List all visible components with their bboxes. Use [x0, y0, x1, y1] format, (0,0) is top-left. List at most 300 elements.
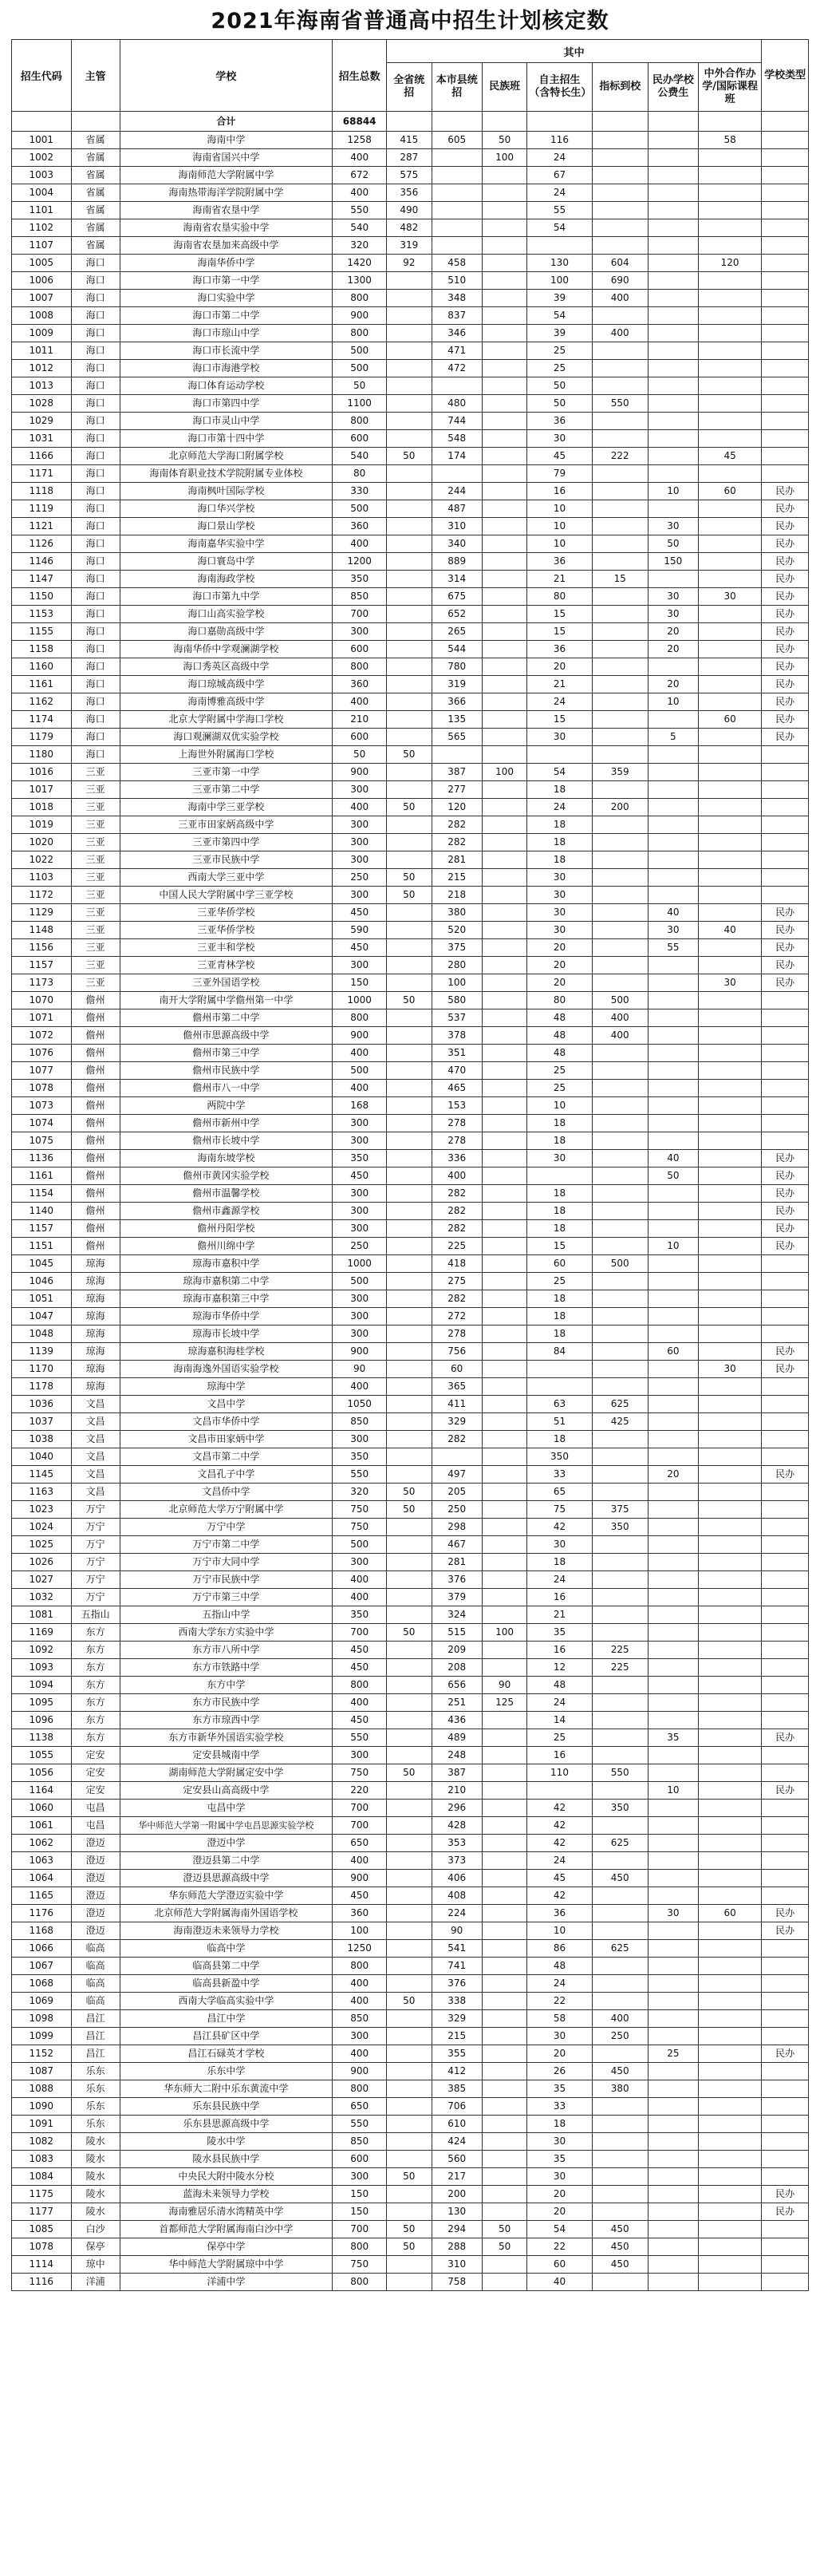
ethnic-cell — [482, 693, 527, 711]
school-cell: 文昌市第二中学 — [120, 1448, 333, 1466]
city-cell: 580 — [432, 992, 482, 1009]
city-cell: 472 — [432, 360, 482, 377]
intl-cell: 45 — [699, 448, 762, 465]
intl-cell — [699, 2168, 762, 2186]
supervisor-cell: 五指山 — [71, 1606, 120, 1624]
private-cell — [648, 2151, 698, 2168]
ethnic-cell — [482, 448, 527, 465]
ethnic-cell — [482, 1747, 527, 1764]
code-cell: 1146 — [12, 553, 72, 571]
ethnic-cell — [482, 1326, 527, 1343]
table-row — [12, 1431, 809, 1448]
intl-cell — [699, 2098, 762, 2116]
type-cell: 民办 — [762, 571, 809, 588]
enrollment-table — [11, 39, 809, 2291]
supervisor-cell: 省属 — [71, 202, 120, 219]
special-cell — [527, 1782, 592, 1800]
private-cell — [648, 325, 698, 342]
supervisor-cell: 三亚 — [71, 974, 120, 992]
quota-cell — [592, 729, 648, 746]
ethnic-cell — [482, 430, 527, 448]
table-row — [12, 2028, 809, 2045]
ethnic-cell — [482, 1729, 527, 1747]
type-cell — [762, 2098, 809, 2116]
province-cell — [387, 1343, 432, 1361]
special-cell: 22 — [527, 2238, 592, 2256]
code-cell: 1007 — [12, 290, 72, 307]
type-cell: 民办 — [762, 518, 809, 535]
private-cell — [648, 1484, 698, 1501]
intl-cell — [699, 2080, 762, 2098]
supervisor-cell: 三亚 — [71, 957, 120, 974]
private-cell — [648, 816, 698, 834]
city-cell: 465 — [432, 1080, 482, 1097]
total-cell: 400 — [333, 2045, 387, 2063]
supervisor-cell: 儋州 — [71, 1220, 120, 1238]
type-cell — [762, 1747, 809, 1764]
intl-cell — [699, 693, 762, 711]
total-cell: 300 — [333, 1220, 387, 1238]
private-cell — [648, 500, 698, 518]
total-cell: 672 — [333, 167, 387, 184]
code-cell: 1037 — [12, 1413, 72, 1431]
city-cell: 548 — [432, 430, 482, 448]
special-cell: 30 — [527, 2028, 592, 2045]
ethnic-cell — [482, 992, 527, 1009]
table-row — [12, 518, 809, 535]
city-cell: 436 — [432, 1712, 482, 1729]
code-cell: 1046 — [12, 1273, 72, 1290]
supervisor-cell: 海口 — [71, 729, 120, 746]
special-cell: 63 — [527, 1396, 592, 1413]
ethnic-cell — [482, 1273, 527, 1290]
supervisor-cell: 儋州 — [71, 1009, 120, 1027]
quota-cell: 450 — [592, 2256, 648, 2274]
province-cell — [387, 588, 432, 606]
school-cell: 乐东县民族中学 — [120, 2098, 333, 2116]
type-cell: 民办 — [762, 535, 809, 553]
quota-cell — [592, 1045, 648, 1062]
city-cell: 741 — [432, 1958, 482, 1975]
city-cell: 200 — [432, 2186, 482, 2203]
intl-cell — [699, 1501, 762, 1519]
table-row — [12, 1413, 809, 1431]
city-cell: 346 — [432, 325, 482, 342]
code-cell: 1008 — [12, 307, 72, 325]
quota-cell — [592, 1290, 648, 1308]
supervisor-cell: 临高 — [71, 1940, 120, 1958]
quota-cell — [592, 641, 648, 658]
province-cell — [387, 1975, 432, 1993]
province-cell — [387, 290, 432, 307]
table-row — [12, 2203, 809, 2221]
code-cell: 1155 — [12, 623, 72, 641]
ethnic-cell — [482, 290, 527, 307]
private-cell: 40 — [648, 1150, 698, 1167]
type-cell: 民办 — [762, 1238, 809, 1255]
private-cell — [648, 1624, 698, 1642]
quota-cell — [592, 237, 648, 255]
private-cell — [648, 377, 698, 395]
special-cell: 15 — [527, 711, 592, 729]
city-cell: 329 — [432, 2010, 482, 2028]
total-cell: 300 — [333, 623, 387, 641]
intl-cell — [699, 887, 762, 904]
quota-cell — [592, 1571, 648, 1589]
supervisor-cell: 东方 — [71, 1624, 120, 1642]
table-row — [12, 1290, 809, 1308]
intl-cell — [699, 781, 762, 799]
intl-cell — [699, 799, 762, 816]
school-cell: 东方市新华外国语实验学校 — [120, 1729, 333, 1747]
private-cell — [648, 448, 698, 465]
special-cell: 58 — [527, 2010, 592, 2028]
city-cell: 411 — [432, 1396, 482, 1413]
school-cell: 上海世外附属海口学校 — [120, 746, 333, 764]
supervisor-cell: 琼海 — [71, 1290, 120, 1308]
total-cell: 600 — [333, 2151, 387, 2168]
ethnic-cell — [482, 851, 527, 869]
type-cell — [762, 1536, 809, 1554]
table-row — [12, 413, 809, 430]
quota-cell — [592, 1817, 648, 1835]
ethnic-cell — [482, 781, 527, 799]
intl-cell — [699, 1993, 762, 2010]
supervisor-cell: 省属 — [71, 167, 120, 184]
province-cell — [387, 623, 432, 641]
supervisor-cell: 三亚 — [71, 799, 120, 816]
province-cell — [387, 2080, 432, 2098]
code-cell: 1081 — [12, 1606, 72, 1624]
code-cell: 1129 — [12, 904, 72, 922]
ethnic-cell — [482, 413, 527, 430]
school-cell: 三亚市第四中学 — [120, 834, 333, 851]
table-row — [12, 816, 809, 834]
city-cell: 215 — [432, 869, 482, 887]
province-cell: 287 — [387, 149, 432, 167]
intl-cell — [699, 1694, 762, 1712]
type-cell — [762, 430, 809, 448]
supervisor-cell: 海口 — [71, 465, 120, 483]
code-cell: 1166 — [12, 448, 72, 465]
total-cell: 400 — [333, 535, 387, 553]
type-cell: 民办 — [762, 957, 809, 974]
school-cell: 海南省农垦实验中学 — [120, 219, 333, 237]
ethnic-cell — [482, 746, 527, 764]
intl-cell — [699, 1800, 762, 1817]
total-cell: 300 — [333, 2028, 387, 2045]
total-cell: 500 — [333, 342, 387, 360]
supervisor-cell: 万宁 — [71, 1501, 120, 1519]
total-cell: 500 — [333, 1062, 387, 1080]
type-cell — [762, 1273, 809, 1290]
code-cell: 1023 — [12, 1501, 72, 1519]
ethnic-cell — [482, 2116, 527, 2133]
quota-cell — [592, 834, 648, 851]
supervisor-cell: 琼海 — [71, 1326, 120, 1343]
type-cell — [762, 325, 809, 342]
city-cell — [432, 746, 482, 764]
private-cell — [648, 764, 698, 781]
code-cell: 1093 — [12, 1659, 72, 1677]
quota-cell — [592, 500, 648, 518]
school-cell: 华中师范大学第一附属中学屯昌思源实验学校 — [120, 1817, 333, 1835]
total-cell-empty — [12, 112, 72, 132]
special-cell: 110 — [527, 1764, 592, 1782]
type-cell — [762, 1589, 809, 1606]
city-cell: 652 — [432, 606, 482, 623]
total-cell: 400 — [333, 799, 387, 816]
school-cell: 儋州市民族中学 — [120, 1062, 333, 1080]
code-cell: 1138 — [12, 1729, 72, 1747]
special-cell: 60 — [527, 1255, 592, 1273]
province-cell — [387, 974, 432, 992]
city-cell: 336 — [432, 1150, 482, 1167]
supervisor-cell: 昌江 — [71, 2010, 120, 2028]
province-cell — [387, 1185, 432, 1203]
school-cell: 西南大学东方实验中学 — [120, 1624, 333, 1642]
school-cell: 琼海市华侨中学 — [120, 1308, 333, 1326]
special-cell: 18 — [527, 1115, 592, 1132]
city-cell: 365 — [432, 1378, 482, 1396]
ethnic-cell — [482, 2168, 527, 2186]
intl-cell — [699, 1536, 762, 1554]
school-cell: 海口观澜湖双优实验学校 — [120, 729, 333, 746]
city-cell: 153 — [432, 1097, 482, 1115]
city-cell: 378 — [432, 1027, 482, 1045]
school-cell: 陵水中学 — [120, 2133, 333, 2151]
city-cell — [432, 237, 482, 255]
city-cell: 458 — [432, 255, 482, 272]
total-cell: 1200 — [333, 553, 387, 571]
code-cell: 1162 — [12, 693, 72, 711]
supervisor-cell: 文昌 — [71, 1431, 120, 1448]
province-cell — [387, 781, 432, 799]
table-row — [12, 1448, 809, 1466]
type-cell: 民办 — [762, 904, 809, 922]
total-cell: 220 — [333, 1782, 387, 1800]
total-cell: 1000 — [333, 992, 387, 1009]
school-cell: 文昌孔子中学 — [120, 1466, 333, 1484]
total-cell: 400 — [333, 1589, 387, 1606]
header-special: 自主招生（含特长生） — [527, 63, 592, 112]
province-cell — [387, 1062, 432, 1080]
supervisor-cell: 陵水 — [71, 2133, 120, 2151]
school-cell: 海南省农垦加来高级中学 — [120, 237, 333, 255]
supervisor-cell: 琼海 — [71, 1343, 120, 1361]
ethnic-cell — [482, 939, 527, 957]
province-cell — [387, 2256, 432, 2274]
supervisor-cell: 海口 — [71, 483, 120, 500]
total-cell: 300 — [333, 1115, 387, 1132]
private-cell: 55 — [648, 939, 698, 957]
total-cell: 350 — [333, 1150, 387, 1167]
ethnic-cell — [482, 483, 527, 500]
quota-cell — [592, 1905, 648, 1922]
quota-cell — [592, 922, 648, 939]
total-cell: 540 — [333, 448, 387, 465]
school-cell: 海口市第九中学 — [120, 588, 333, 606]
intl-cell: 40 — [699, 922, 762, 939]
quota-cell — [592, 869, 648, 887]
private-cell — [648, 1800, 698, 1817]
total-cell: 1250 — [333, 1940, 387, 1958]
table-row — [12, 1554, 809, 1571]
private-cell: 50 — [648, 535, 698, 553]
quota-cell — [592, 483, 648, 500]
total-cell: 450 — [333, 1659, 387, 1677]
code-cell: 1070 — [12, 992, 72, 1009]
special-cell: 42 — [527, 1835, 592, 1852]
ethnic-cell — [482, 1887, 527, 1905]
private-cell — [648, 272, 698, 290]
city-cell: 351 — [432, 1045, 482, 1062]
code-cell: 1173 — [12, 974, 72, 992]
ethnic-cell: 50 — [482, 132, 527, 149]
type-cell — [762, 2010, 809, 2028]
intl-cell: 60 — [699, 1905, 762, 1922]
school-cell: 海南海政学校 — [120, 571, 333, 588]
code-cell: 1036 — [12, 1396, 72, 1413]
header-code: 招生代码 — [12, 40, 72, 112]
city-cell: 376 — [432, 1975, 482, 1993]
table-row — [12, 1308, 809, 1326]
table-row — [12, 1642, 809, 1659]
school-cell: 儋州市八一中学 — [120, 1080, 333, 1097]
quota-cell — [592, 1273, 648, 1290]
code-cell: 1094 — [12, 1677, 72, 1694]
province-cell — [387, 1203, 432, 1220]
supervisor-cell: 三亚 — [71, 781, 120, 799]
ethnic-cell: 125 — [482, 1694, 527, 1712]
quota-cell — [592, 1185, 648, 1203]
code-cell: 1179 — [12, 729, 72, 746]
province-cell — [387, 676, 432, 693]
code-cell: 1099 — [12, 2028, 72, 2045]
special-cell: 45 — [527, 448, 592, 465]
province-cell — [387, 1308, 432, 1326]
total-cell: 800 — [333, 290, 387, 307]
supervisor-cell: 澄迈 — [71, 1835, 120, 1852]
special-cell: 20 — [527, 2045, 592, 2063]
ethnic-cell — [482, 1185, 527, 1203]
ethnic-cell — [482, 2045, 527, 2063]
special-cell: 24 — [527, 1975, 592, 1993]
quota-cell: 425 — [592, 1413, 648, 1431]
table-row — [12, 1115, 809, 1132]
ethnic-cell — [482, 1589, 527, 1606]
private-cell — [648, 1220, 698, 1238]
quota-cell — [592, 535, 648, 553]
table-row — [12, 2098, 809, 2116]
code-cell: 1056 — [12, 1764, 72, 1782]
intl-cell — [699, 1220, 762, 1238]
school-cell: 海南中学三亚学校 — [120, 799, 333, 816]
school-cell: 琼海嘉积海桂学校 — [120, 1343, 333, 1361]
school-cell: 临高县第二中学 — [120, 1958, 333, 1975]
intl-cell — [699, 1396, 762, 1413]
special-cell: 10 — [527, 535, 592, 553]
supervisor-cell: 定安 — [71, 1782, 120, 1800]
ethnic-cell — [482, 1536, 527, 1554]
city-cell — [432, 184, 482, 202]
private-cell: 30 — [648, 1905, 698, 1922]
supervisor-cell: 琼海 — [71, 1378, 120, 1396]
supervisor-cell: 东方 — [71, 1659, 120, 1677]
table-row — [12, 1501, 809, 1519]
private-cell — [648, 1396, 698, 1413]
private-cell — [648, 2028, 698, 2045]
special-cell: 26 — [527, 2063, 592, 2080]
intl-cell — [699, 1589, 762, 1606]
province-cell — [387, 2063, 432, 2080]
header-type: 学校类型 — [762, 40, 809, 112]
total-cell: 300 — [333, 2168, 387, 2186]
table-row — [12, 1975, 809, 1993]
total-cell: 300 — [333, 1203, 387, 1220]
code-cell: 1045 — [12, 1255, 72, 1273]
province-cell — [387, 307, 432, 325]
type-cell — [762, 887, 809, 904]
province-cell — [387, 1448, 432, 1466]
city-cell: 282 — [432, 1220, 482, 1238]
intl-cell — [699, 623, 762, 641]
total-cell: 300 — [333, 1554, 387, 1571]
table-row — [12, 571, 809, 588]
special-cell: 54 — [527, 764, 592, 781]
intl-cell — [699, 1940, 762, 1958]
header-quota: 指标到校 — [592, 63, 648, 112]
private-cell — [648, 834, 698, 851]
type-cell: 民办 — [762, 641, 809, 658]
table-row — [12, 377, 809, 395]
quota-cell — [592, 1484, 648, 1501]
code-cell: 1161 — [12, 1167, 72, 1185]
table-row — [12, 1361, 809, 1378]
type-cell — [762, 1027, 809, 1045]
province-cell — [387, 1782, 432, 1800]
quota-cell — [592, 307, 648, 325]
code-cell: 1101 — [12, 202, 72, 219]
header-school: 学校 — [120, 40, 333, 112]
supervisor-cell: 文昌 — [71, 1484, 120, 1501]
school-cell: 海口寰岛中学 — [120, 553, 333, 571]
school-cell: 两院中学 — [120, 1097, 333, 1115]
intl-cell — [699, 465, 762, 483]
school-cell: 海口景山学校 — [120, 518, 333, 535]
ethnic-cell — [482, 1519, 527, 1536]
supervisor-cell: 澄迈 — [71, 1870, 120, 1887]
province-cell — [387, 483, 432, 500]
private-cell — [648, 1080, 698, 1097]
ethnic-cell — [482, 2080, 527, 2098]
province-cell: 92 — [387, 255, 432, 272]
province-cell: 356 — [387, 184, 432, 202]
province-cell — [387, 1694, 432, 1712]
province-cell — [387, 1729, 432, 1747]
quota-cell — [592, 781, 648, 799]
table-row — [12, 1659, 809, 1677]
private-cell: 5 — [648, 729, 698, 746]
total-cell: 400 — [333, 1080, 387, 1097]
province-cell — [387, 1712, 432, 1729]
table-row — [12, 149, 809, 167]
private-cell: 150 — [648, 553, 698, 571]
school-cell: 东方市民族中学 — [120, 1694, 333, 1712]
intl-cell — [699, 1852, 762, 1870]
province-cell — [387, 1220, 432, 1238]
total-cell: 850 — [333, 2133, 387, 2151]
